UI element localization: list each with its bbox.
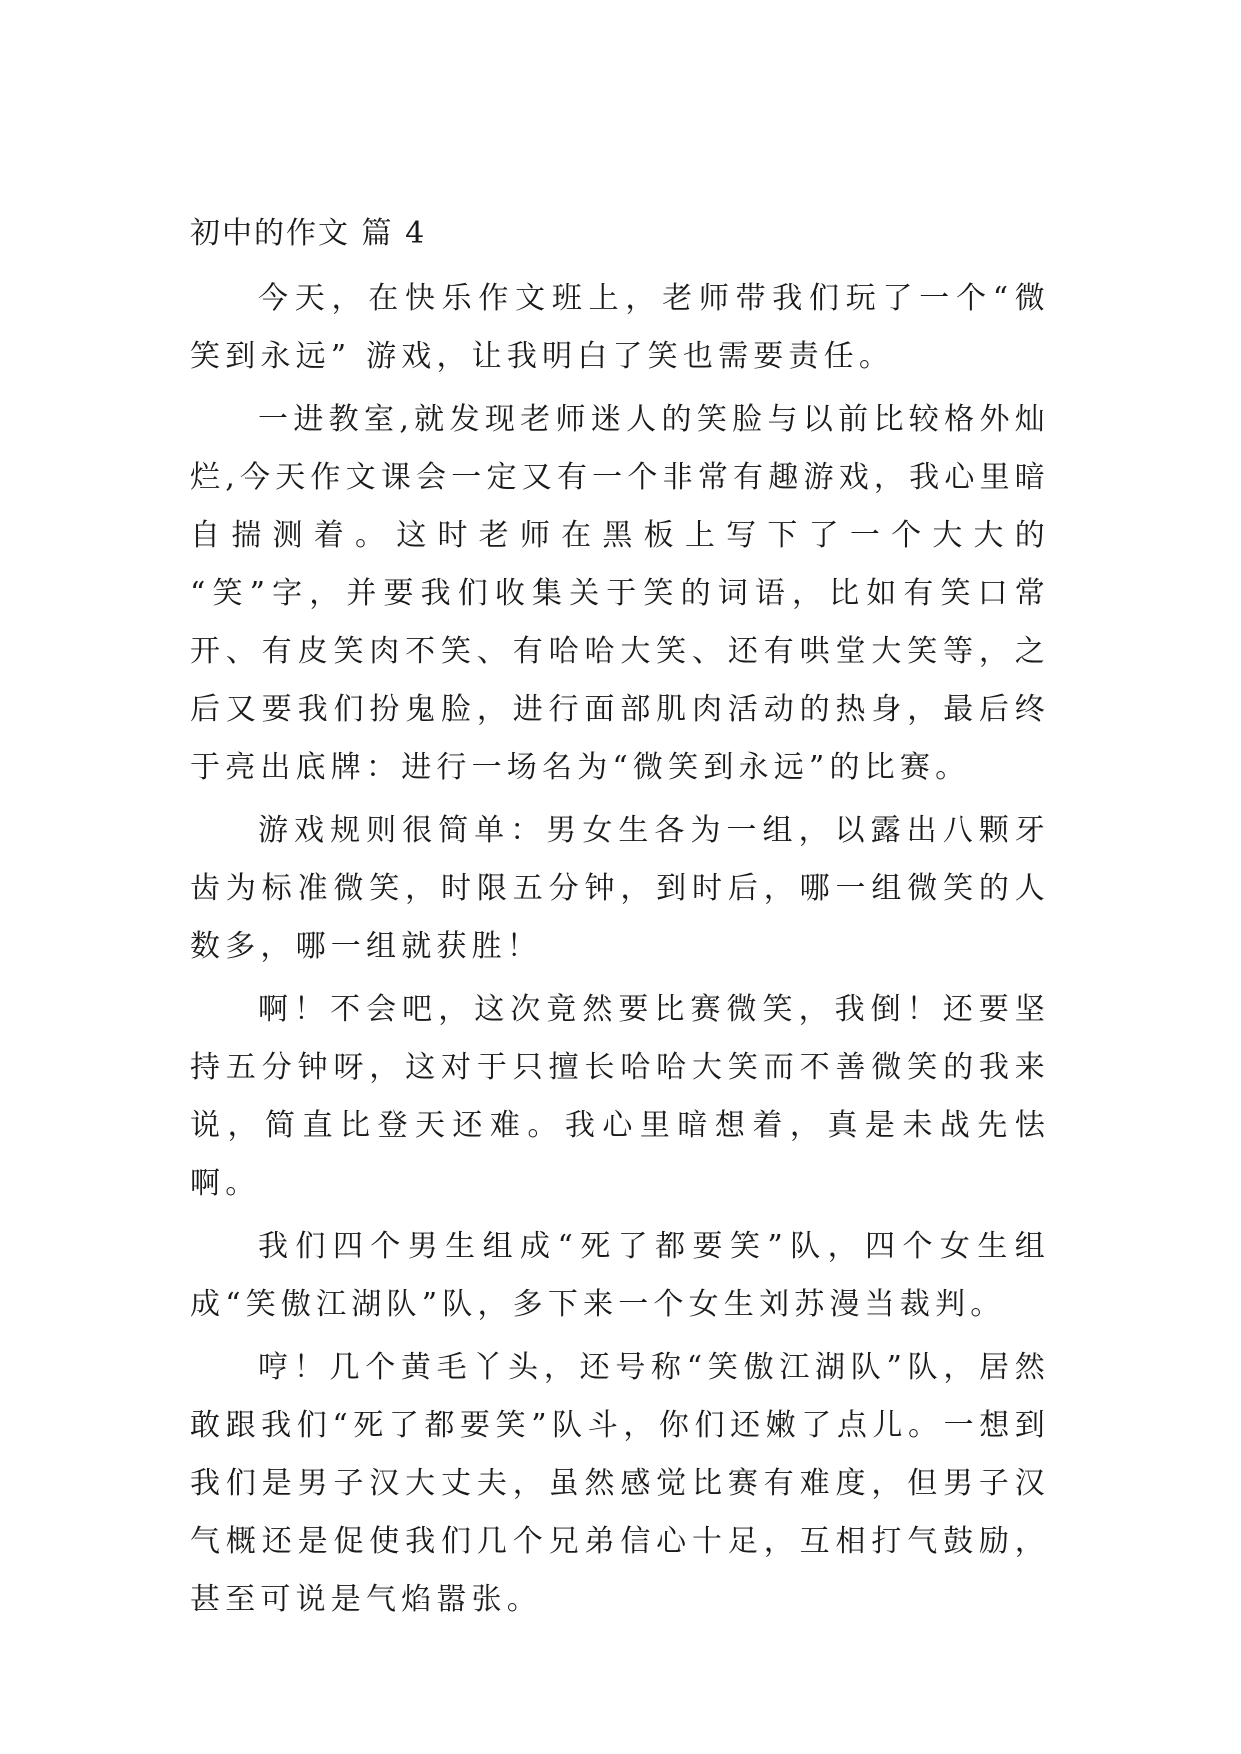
paragraph-3: 游戏规则很简单：男女生各为一组，以露出八颗牙齿为标准微笑，时限五分钟，到时后，哪一组微笑的人数多，哪一组就获胜！ [190,813,1050,964]
paragraph-4: 啊！不会吧，这次竟然要比赛微笑，我倒！还要坚持五分钟呀，这对于只擅长哈哈大笑而不善微笑的我来说，简直比登天还难。我心里暗想着，真是未战先怯啊。 [190,992,1050,1201]
paragraph-6: 哼！几个黄毛丫头，还号称“笑傲江湖队”队，居然敢跟我们“死了都要笑”队斗，你们还嫩了点儿。一想到我们是男子汉大丈夫，虽然感觉比赛有难度，但男子汉气概还是促使我们几个兄弟信心十足，互相打气鼓励，甚至可说是气焰嚣张。 [190,1350,1050,1617]
essay-heading: 初中的作文 篇 4 [190,216,427,251]
paragraph-2: 一进教室,就发现老师迷人的笑脸与以前比较格外灿烂,今天作文课会一定又有一个非常有趣游戏，我心里暗自揣测着。这时老师在黑板上写下了一个大大的 “笑”字，并要我们收集关于笑的词语，比如有笑口常开、有皮笑肉不笑、有哈哈大笑、还有哄堂大笑等，之后又要我们扮鬼脸，进行面部肌肉活动的热身，最后终 于亮出底牌：进行一场名为“微笑到永远”的比赛。 [190,402,1050,785]
paragraph-1: 今天，在快乐作文班上，老师带我们玩了一个“微笑到永远” 游戏，让我明白了笑也需要责任。 [190,281,1050,374]
paragraph-5: 我们四个男生组成“死了都要笑”队，四个女生组成“笑傲江湖队”队，多下来一个女生刘苏漫当裁判。 [190,1229,1050,1322]
document-page [190,212,1050,1634]
